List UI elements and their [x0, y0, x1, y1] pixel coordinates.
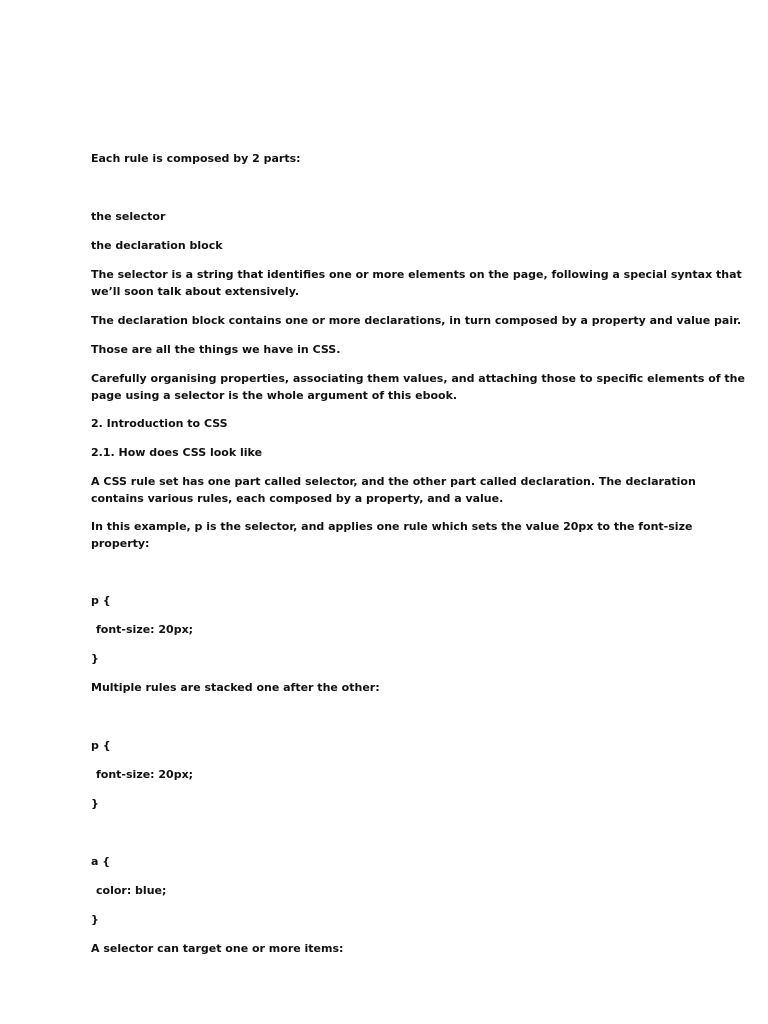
code-line-color: color: blue;: [96, 884, 167, 897]
paragraph-rule-set-line-1: A CSS rule set has one part called selector, and the other part called declaration. The declaration: [91, 475, 696, 488]
paragraph-rule-set-line-2: contains various rules, each composed by a property, and a value.: [91, 492, 504, 505]
code-line-p-close: }: [91, 652, 99, 665]
paragraph-example-line-1: In this example, p is the selector, and applies one rule which sets the value 20px to the font-size: [91, 520, 693, 533]
code-line-font-size: font-size: 20px;: [96, 623, 194, 636]
paragraph-rule-parts: Each rule is composed by 2 parts:: [91, 152, 301, 165]
paragraph-example-line-2: property:: [91, 537, 150, 550]
list-item-selector: the selector: [91, 210, 166, 223]
paragraph-organising-line-1: Carefully organising properties, associating them values, and attaching those to specific elements of the: [91, 372, 745, 385]
paragraph-selector-targets: A selector can target one or more items:: [91, 942, 344, 955]
code-line-a-close: }: [91, 913, 99, 926]
paragraph-multiple-rules: Multiple rules are stacked one after the other:: [91, 681, 380, 694]
list-item-declaration-block: the declaration block: [91, 239, 223, 252]
subsection-heading-look: 2.1. How does CSS look like: [91, 446, 263, 459]
code-line-a-open: a {: [91, 855, 111, 868]
section-heading-introduction: 2. Introduction to CSS: [91, 417, 228, 430]
paragraph-organising-line-2: page using a selector is the whole argument of this ebook.: [91, 389, 458, 402]
paragraph-all-things: Those are all the things we have in CSS.: [91, 343, 341, 356]
paragraph-selector-line-2: we’ll soon talk about extensively.: [91, 285, 300, 298]
code-line-p-open: p {: [91, 594, 111, 607]
code-line-font-size-2: font-size: 20px;: [96, 768, 194, 781]
paragraph-declaration-block: The declaration block contains one or more declarations, in turn composed by a property and value pair.: [91, 314, 742, 327]
code-line-p-open-2: p {: [91, 739, 111, 752]
code-line-p-close-2: }: [91, 797, 99, 810]
paragraph-selector-line-1: The selector is a string that identifies one or more elements on the page, following a special syntax that: [91, 268, 742, 281]
